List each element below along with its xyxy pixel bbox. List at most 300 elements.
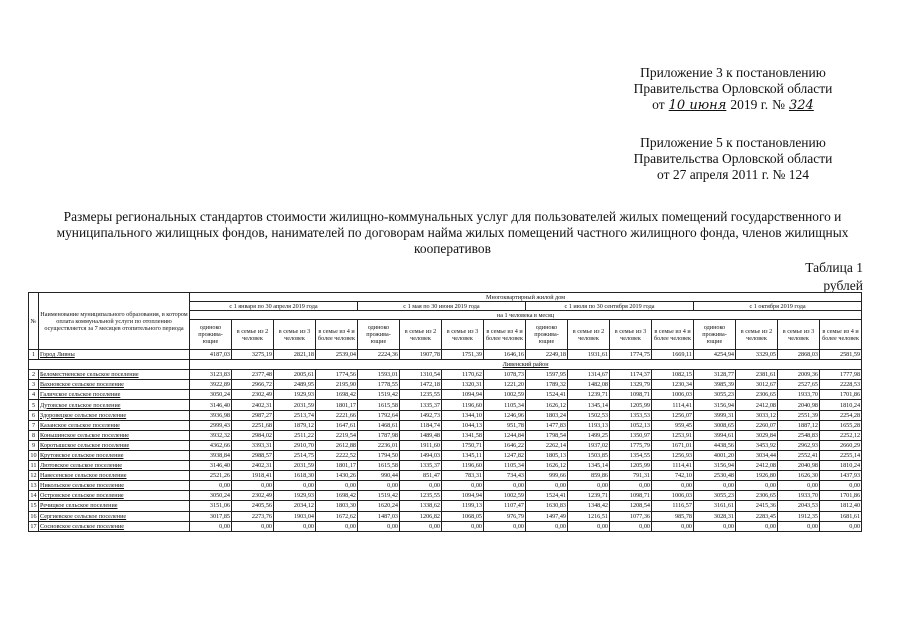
- appendix-3-prefix: от: [652, 97, 665, 112]
- tariff-value: 1472,18: [400, 380, 442, 390]
- tariff-value: 2984,02: [232, 430, 274, 440]
- row-number: 3: [29, 380, 39, 390]
- tariff-value: 1468,61: [358, 420, 400, 430]
- tariff-value: 0,00: [736, 481, 778, 491]
- tariff-value: 2255,14: [820, 450, 862, 460]
- tariff-value: 1193,13: [568, 420, 610, 430]
- tariff-value: 3055,23: [694, 491, 736, 501]
- appendix-5-line1: Приложение 5 к постановлению: [640, 135, 826, 150]
- tariff-value: 1907,78: [400, 350, 442, 360]
- household-size-header: в семье из 2 человек: [568, 320, 610, 350]
- tariff-value: 1803,30: [316, 501, 358, 511]
- tariff-value: 3994,61: [694, 430, 736, 440]
- tariff-value: 2222,52: [316, 450, 358, 460]
- tariff-value: 0,00: [526, 481, 568, 491]
- tariff-value: 2612,88: [316, 440, 358, 450]
- document-title: Размеры региональных стандартов стоимости жилищно-коммунальных услуг для пользователей жилых помещений государственного и муниципального жилищных фондов, нанимателей по договорам найма жилых помещений частного жилищного фонда, членов жилищных кооперативов: [56, 209, 849, 256]
- tariff-value: 2009,36: [778, 370, 820, 380]
- municipality-name: Крутовское сельское поселение: [39, 450, 190, 460]
- appendix-3-line2: Правительства Орловской области: [633, 81, 833, 96]
- tariff-value: 1646,22: [484, 440, 526, 450]
- tariff-value: 3275,19: [232, 350, 274, 360]
- tariff-value: 2530,48: [694, 471, 736, 481]
- tariff-value: 1887,12: [778, 420, 820, 430]
- tariff-value: 3932,32: [190, 430, 232, 440]
- tariff-value: 1216,51: [568, 511, 610, 521]
- tariff-value: 1618,30: [274, 471, 316, 481]
- tariff-value: 1777,98: [820, 370, 862, 380]
- tariff-value: 2377,48: [232, 370, 274, 380]
- tariff-value: 1489,48: [400, 430, 442, 440]
- household-size-header: одиноко прожива-ющие: [358, 320, 400, 350]
- tariff-value: 1499,25: [568, 430, 610, 440]
- appendix-5-line3: от 27 апреля 2011 г. № 124: [657, 167, 809, 182]
- tariff-value: 0,00: [442, 521, 484, 531]
- appendix-5-header: [603, 135, 863, 183]
- row-number: 17: [30, 522, 37, 530]
- tariff-value: 3161,61: [694, 501, 736, 511]
- tariff-value: 1002,59: [484, 491, 526, 501]
- tariff-value: 2221,66: [316, 410, 358, 420]
- tariff-value: 1812,40: [820, 501, 862, 511]
- tariff-value: 1235,55: [400, 491, 442, 501]
- tariff-value: 1246,96: [484, 410, 526, 420]
- tariff-value: 1196,60: [442, 461, 484, 471]
- municipality-name: Речицкое сельское поселение: [39, 501, 190, 511]
- household-size-header: в семье из 3 человек: [778, 320, 820, 350]
- household-size-header: одиноко прожива-ющие: [190, 320, 232, 350]
- period-header: с 1 октября 2019 года: [694, 302, 862, 311]
- tariff-value: 3012,67: [736, 380, 778, 390]
- tariff-value: 0,00: [274, 481, 316, 491]
- tariff-value: 1338,62: [400, 501, 442, 511]
- tariff-value: 1206,82: [400, 511, 442, 521]
- tariff-value: 1810,24: [820, 400, 862, 410]
- tariff-value: 1750,71: [442, 440, 484, 450]
- household-size-header: в семье из 2 человек: [736, 320, 778, 350]
- table-row: [29, 410, 862, 420]
- appendix-3-line1: Приложение 3 к постановлению: [640, 65, 826, 80]
- tariff-value: 1931,61: [568, 350, 610, 360]
- municipality-name: Сергиевское сельское поселение: [39, 511, 190, 521]
- tariff-value: 2040,98: [778, 400, 820, 410]
- tariff-value: 1494,03: [400, 450, 442, 460]
- table-row: [29, 390, 862, 400]
- tariff-value: 3146,40: [190, 400, 232, 410]
- municipality-name: Казанское сельское поселение: [39, 420, 190, 430]
- tariff-value: 1002,59: [484, 390, 526, 400]
- municipality-name: Островское сельское поселение: [39, 491, 190, 501]
- municipality-name: Коротышское сельское поселение: [39, 440, 190, 450]
- tariff-value: 1698,42: [316, 491, 358, 501]
- tariff-value: 2581,59: [820, 350, 862, 360]
- tariff-value: 3156,94: [694, 400, 736, 410]
- tariff-value: 1615,58: [358, 400, 400, 410]
- tariff-value: 2034,12: [274, 501, 316, 511]
- tariff-value: 0,00: [694, 481, 736, 491]
- tariff-value: 1926,80: [736, 471, 778, 481]
- tariff-value: 1256,07: [652, 410, 694, 420]
- tariff-value: 1077,36: [610, 511, 652, 521]
- municipality-name: Беломестненское сельское поселение: [39, 370, 190, 380]
- tariff-value: 2381,61: [736, 370, 778, 380]
- tariff-value: 1801,17: [316, 461, 358, 471]
- tariff-value: 2513,74: [274, 410, 316, 420]
- tariff-value: 1597,95: [526, 370, 568, 380]
- tariff-value: 2262,14: [526, 440, 568, 450]
- tariff-value: 1775,79: [610, 440, 652, 450]
- row-number: 7: [29, 420, 39, 430]
- table-row: [29, 400, 862, 410]
- period-header: с 1 мая по 30 июня 2019 года: [358, 302, 526, 311]
- tariff-value: 1105,34: [484, 400, 526, 410]
- tariff-value: 2962,93: [778, 440, 820, 450]
- tariff-value: 1626,12: [526, 461, 568, 471]
- tariff-value: 0,00: [652, 521, 694, 531]
- tariff-value: 0,00: [568, 521, 610, 531]
- municipality-name: Коньшинское сельское поселение: [39, 430, 190, 440]
- tariff-value: 851,47: [400, 471, 442, 481]
- tariff-value: 0,00: [778, 481, 820, 491]
- tariff-value: 1114,41: [652, 461, 694, 471]
- tariff-value: 1482,08: [568, 380, 610, 390]
- tariff-value: 1911,60: [400, 440, 442, 450]
- tariff-value: 2302,49: [232, 491, 274, 501]
- tariff-value: 0,00: [232, 521, 274, 531]
- tariff-value: 0,00: [694, 521, 736, 531]
- tariff-value: 2005,61: [274, 370, 316, 380]
- tariff-value: 2489,95: [274, 380, 316, 390]
- district-row: [29, 360, 862, 370]
- tariff-value: 1626,30: [778, 471, 820, 481]
- tariff-value: 1230,34: [652, 380, 694, 390]
- tariff-value: 0,00: [190, 521, 232, 531]
- tariff-value: 1247,82: [484, 450, 526, 460]
- tariff-value: 2195,90: [316, 380, 358, 390]
- row-number: 10: [30, 451, 37, 459]
- tariff-value: 0,00: [316, 521, 358, 531]
- tariff-value: 1805,13: [526, 450, 568, 460]
- district-name: Ливенский район: [190, 360, 862, 370]
- tariff-value: 0,00: [442, 481, 484, 491]
- tariff-value: 4362,66: [190, 440, 232, 450]
- tariff-value: 1335,37: [400, 461, 442, 471]
- municipality-name: Дутовское сельское поселение: [39, 400, 190, 410]
- row-number: 6: [29, 410, 39, 420]
- tariff-value: 2224,36: [358, 350, 400, 360]
- tariff-value: 2910,70: [274, 440, 316, 450]
- tariff-value: 1698,42: [316, 390, 358, 400]
- tariff-value: 1803,24: [526, 410, 568, 420]
- tariff-value: 2043,53: [778, 501, 820, 511]
- tariff-value: 2228,53: [820, 380, 862, 390]
- municipality-name: Сосновское сельское поселение: [39, 521, 190, 531]
- tariff-value: 1114,41: [652, 400, 694, 410]
- table-row: [29, 471, 862, 481]
- tariff-value: 3985,39: [694, 380, 736, 390]
- tariff-value: 2252,12: [820, 430, 862, 440]
- tariff-value: 1929,93: [274, 491, 316, 501]
- tariff-value: 2966,72: [232, 380, 274, 390]
- tariff-value: 1256,93: [652, 450, 694, 460]
- tariff-value: 1794,50: [358, 450, 400, 460]
- tariff-value: 0,00: [274, 521, 316, 531]
- tariff-value: 1107,47: [484, 501, 526, 511]
- tariff-value: 2031,59: [274, 400, 316, 410]
- tariff-value: 2254,28: [820, 410, 862, 420]
- tariff-value: 1239,71: [568, 390, 610, 400]
- tariff-value: 1345,14: [568, 400, 610, 410]
- tariff-value: 1335,37: [400, 400, 442, 410]
- tariff-value: 2527,65: [778, 380, 820, 390]
- tariff-value: 1519,42: [358, 390, 400, 400]
- household-size-header: в семье из 2 человек: [400, 320, 442, 350]
- appendix-3-num-label: №: [772, 97, 785, 112]
- tariff-value: 2551,39: [778, 410, 820, 420]
- tariff-value: 4187,03: [190, 350, 232, 360]
- tariff-value: 3033,12: [736, 410, 778, 420]
- tariff-value: 1655,28: [820, 420, 862, 430]
- tariff-value: 1774,75: [610, 350, 652, 360]
- household-size-header: в семье из 4 и более человек: [316, 320, 358, 350]
- row-number: 8: [29, 430, 39, 440]
- table-row: [29, 521, 862, 531]
- tariff-value: 3151,06: [190, 501, 232, 511]
- tariff-value: 0,00: [610, 521, 652, 531]
- municipality-name: Город Ливны: [39, 350, 190, 360]
- tariff-value: 1798,54: [526, 430, 568, 440]
- tariff-value: 3050,24: [190, 390, 232, 400]
- row-number: 5: [29, 400, 39, 410]
- appendix-3-year: 2019 г.: [730, 97, 769, 112]
- appendix-5-line2: Правительства Орловской области: [633, 151, 833, 166]
- tariff-value: 1787,98: [358, 430, 400, 440]
- tariff-value: 1239,71: [568, 491, 610, 501]
- tariff-value: 3128,77: [694, 370, 736, 380]
- tariff-value: 2219,54: [316, 430, 358, 440]
- tariff-value: 1205,99: [610, 400, 652, 410]
- table-row: [29, 450, 862, 460]
- tariff-value: 0,00: [820, 521, 862, 531]
- tariff-value: 3453,92: [736, 440, 778, 450]
- tariff-value: 1341,58: [442, 430, 484, 440]
- municipality-name: Галичское сельское поселение: [39, 390, 190, 400]
- tariff-value: 2821,18: [274, 350, 316, 360]
- household-size-header: одиноко прожива-ющие: [526, 320, 568, 350]
- handwritten-date: 10 июня: [668, 98, 727, 113]
- household-size-header: одиноко прожива-ющие: [694, 320, 736, 350]
- col-header-building: Многоквартирный жилой дом: [190, 293, 862, 302]
- household-size-header: в семье из 4 и более человек: [652, 320, 694, 350]
- tariff-value: 1519,42: [358, 491, 400, 501]
- table-row: [29, 440, 862, 450]
- tariff-value: 0,00: [358, 481, 400, 491]
- tariff-value: 2412,08: [736, 400, 778, 410]
- tariff-value: 783,31: [442, 471, 484, 481]
- tariff-value: 2539,04: [316, 350, 358, 360]
- tariff-value: 2660,29: [820, 440, 862, 450]
- tariff-value: 2402,31: [232, 461, 274, 471]
- tariff-value: 1524,41: [526, 491, 568, 501]
- appendix-3-header: [603, 65, 863, 114]
- tariff-value: 2251,68: [232, 420, 274, 430]
- tariff-value: 1671,01: [652, 440, 694, 450]
- tariff-value: 2040,98: [778, 461, 820, 471]
- tariff-value: 3999,31: [694, 410, 736, 420]
- tariff-value: 1437,93: [820, 471, 862, 481]
- tariff-value: 2306,65: [736, 390, 778, 400]
- tariff-value: 4438,56: [694, 440, 736, 450]
- tariff-value: 0,00: [652, 481, 694, 491]
- tariff-value: 1789,32: [526, 380, 568, 390]
- household-size-header: в семье из 4 и более человек: [820, 320, 862, 350]
- tariff-value: 2236,01: [358, 440, 400, 450]
- table-row: [29, 501, 862, 511]
- tariff-value: 0,00: [358, 521, 400, 531]
- tariff-value: 1314,67: [568, 370, 610, 380]
- tariff-value: 1937,02: [568, 440, 610, 450]
- tariff-value: 2273,76: [232, 511, 274, 521]
- tariff-value: 0,00: [400, 481, 442, 491]
- tariff-value: 985,78: [652, 511, 694, 521]
- tariff-value: 3936,98: [190, 410, 232, 420]
- tariff-value: 3017,85: [190, 511, 232, 521]
- standards-table: [28, 292, 862, 532]
- household-size-header: в семье из 3 человек: [442, 320, 484, 350]
- table-label: Таблица 1: [805, 260, 863, 275]
- tariff-value: 1903,04: [274, 511, 316, 521]
- row-number: 11: [29, 461, 39, 471]
- tariff-value: 1348,42: [568, 501, 610, 511]
- tariff-value: 1918,41: [232, 471, 274, 481]
- row-number: 2: [29, 370, 39, 380]
- tariff-value: 734,43: [484, 471, 526, 481]
- tariff-value: 1492,73: [400, 410, 442, 420]
- tariff-value: 0,00: [568, 481, 610, 491]
- tariff-value: 1430,26: [316, 471, 358, 481]
- tariff-value: 2402,31: [232, 400, 274, 410]
- tariff-value: 1353,53: [610, 410, 652, 420]
- tariff-value: 1646,16: [484, 350, 526, 360]
- tariff-value: 951,78: [484, 420, 526, 430]
- tariff-value: 1778,55: [358, 380, 400, 390]
- table-row: [29, 461, 862, 471]
- tariff-value: 3146,40: [190, 461, 232, 471]
- tariff-value: 1477,83: [526, 420, 568, 430]
- tariff-value: 3034,44: [736, 450, 778, 460]
- per-person-header: на 1 человека в месяц: [190, 311, 862, 320]
- tariff-value: 1006,03: [652, 491, 694, 501]
- tariff-value: 2548,83: [778, 430, 820, 440]
- row-number: 13: [30, 482, 37, 490]
- tariff-value: 2260,07: [736, 420, 778, 430]
- tariff-value: 1933,70: [778, 491, 820, 501]
- tariff-value: 1174,37: [610, 370, 652, 380]
- tariff-value: 3329,05: [736, 350, 778, 360]
- tariff-value: 1524,41: [526, 390, 568, 400]
- household-size-header: в семье из 2 человек: [232, 320, 274, 350]
- tariff-value: 1630,83: [526, 501, 568, 511]
- tariff-value: 1751,39: [442, 350, 484, 360]
- municipality-name: Лютовское сельское поселение: [39, 461, 190, 471]
- tariff-value: 2999,43: [190, 420, 232, 430]
- tariff-value: 3055,23: [694, 390, 736, 400]
- tariff-value: 1345,11: [442, 450, 484, 460]
- row-number: 4: [29, 390, 39, 400]
- tariff-value: 0,00: [526, 521, 568, 531]
- tariff-value: 0,00: [190, 481, 232, 491]
- tariff-value: 3008,65: [694, 420, 736, 430]
- tariff-value: 1310,54: [400, 370, 442, 380]
- tariff-value: 1681,61: [820, 511, 862, 521]
- tariff-value: 4254,94: [694, 350, 736, 360]
- tariff-value: 0,00: [778, 521, 820, 531]
- tariff-value: 791,31: [610, 471, 652, 481]
- tariff-value: 1253,91: [652, 430, 694, 440]
- tariff-value: 1502,53: [568, 410, 610, 420]
- tariff-value: 1672,62: [316, 511, 358, 521]
- tariff-value: 2988,57: [232, 450, 274, 460]
- col-header-number: №: [29, 293, 39, 350]
- tariff-value: 1350,97: [610, 430, 652, 440]
- table-row: [29, 491, 862, 501]
- tariff-value: 2511,22: [274, 430, 316, 440]
- tariff-value: 1068,05: [442, 511, 484, 521]
- tariff-value: 1094,94: [442, 390, 484, 400]
- tariff-value: 1774,56: [316, 370, 358, 380]
- municipality-name: Навесенское сельское поселение: [39, 471, 190, 481]
- tariff-value: 0,00: [484, 521, 526, 531]
- table-row: [29, 430, 862, 440]
- tariff-value: 1184,74: [400, 420, 442, 430]
- tariff-value: 1647,61: [316, 420, 358, 430]
- tariff-value: 1487,03: [358, 511, 400, 521]
- tariff-value: 1879,12: [274, 420, 316, 430]
- tariff-value: 1620,24: [358, 501, 400, 511]
- tariff-value: 1345,14: [568, 461, 610, 471]
- tariff-value: 2868,03: [778, 350, 820, 360]
- table-row: [29, 380, 862, 390]
- tariff-value: 1105,34: [484, 461, 526, 471]
- table-row: [29, 511, 862, 521]
- tariff-value: 2031,59: [274, 461, 316, 471]
- tariff-value: 2987,27: [232, 410, 274, 420]
- col-header-name: Наименование муниципального образования, в котором оплата коммунальной услуги по отоплению осуществляется за 7 месяцев отопительного периода: [39, 293, 190, 350]
- tariff-value: 0,00: [232, 481, 274, 491]
- tariff-value: 959,45: [652, 420, 694, 430]
- tariff-value: 1244,84: [484, 430, 526, 440]
- tariff-value: 1098,71: [610, 491, 652, 501]
- tariff-value: 2283,45: [736, 511, 778, 521]
- tariff-value: 2302,49: [232, 390, 274, 400]
- tariff-value: 1503,85: [568, 450, 610, 460]
- appendix-3-line3: [603, 97, 863, 114]
- tariff-value: 1196,60: [442, 400, 484, 410]
- tariff-value: 1208,54: [610, 501, 652, 511]
- tariff-value: 0,00: [316, 481, 358, 491]
- tariff-value: 1235,55: [400, 390, 442, 400]
- household-size-header: в семье из 4 и более человек: [484, 320, 526, 350]
- tariff-value: 1052,13: [610, 420, 652, 430]
- municipality-name: Никольское сельское поселение: [39, 481, 190, 491]
- tariff-value: 1593,01: [358, 370, 400, 380]
- row-number: 12: [30, 472, 37, 480]
- tariff-value: 3028,31: [694, 511, 736, 521]
- table-row: [29, 370, 862, 380]
- tariff-value: 2405,56: [232, 501, 274, 511]
- tariff-value: 1792,64: [358, 410, 400, 420]
- period-header: с 1 июля по 30 сентября 2019 года: [526, 302, 694, 311]
